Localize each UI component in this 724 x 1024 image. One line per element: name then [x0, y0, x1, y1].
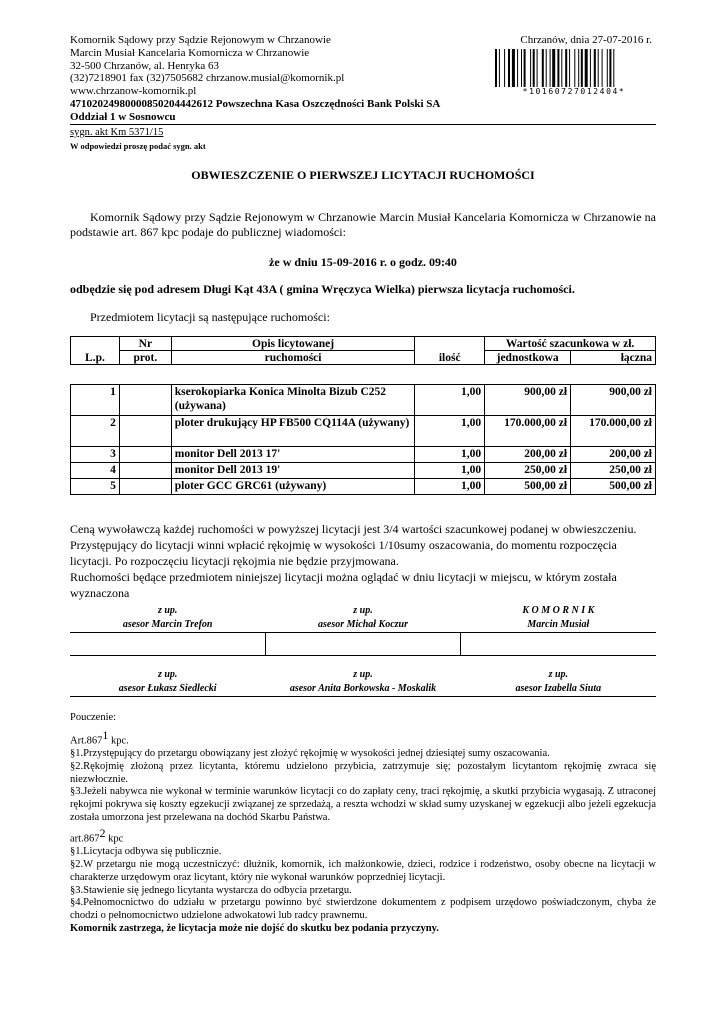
signature-role: z up. — [548, 669, 569, 680]
intro-paragraph: Komornik Sądowy przy Sądzie Rejonowym w Chrzanowie Marcin Musiał Kancelaria Komornicza w Chrzanowie na podstawie art. 867 kpc podaje do publicznej wiadomości: — [70, 210, 656, 239]
barcode-bar — [533, 49, 535, 87]
barcode-bar — [524, 49, 526, 87]
barcode-bar — [512, 49, 515, 87]
sender-header — [70, 34, 470, 124]
case-number: sygn. akt Km 5371/15 — [70, 127, 164, 138]
notice-item: §1.Licytacja odbywa się publicznie. — [70, 846, 222, 858]
barcode-bar — [594, 49, 596, 87]
cell-opis: ploter drukujący HP FB500 CQ114A (używany) — [171, 416, 415, 447]
cell-laczna: 900,00 zł — [571, 385, 656, 416]
auction-location: odbędzie się pod adresem Długi Kąt 43A ( gmina Wręczyca Wielka) pierwsza licytacja ruchomości. — [70, 282, 575, 296]
barcode-bar — [565, 49, 567, 87]
article-heading: art.867$^2$ kpc — [70, 825, 124, 845]
cell-jednostkowa: 500,00 zł — [485, 479, 571, 495]
signature-name: Marcin Musiał — [461, 618, 656, 633]
header-line: Komornik Sądowy przy Sądzie Rejonowym w Chrzanowie — [70, 34, 331, 46]
legal-notice — [70, 712, 656, 936]
signature-space — [265, 633, 460, 656]
barcode-bar — [546, 49, 547, 87]
notice-item: §2.Rękojmię złożoną przez licytanta, któremu udzielono przybicia, zatrzymuje się; pozostałym licytantom rękojmię zwraca się niezwłocznie. — [70, 760, 656, 785]
header-ilosc: ilość — [415, 337, 485, 365]
barcode-bar — [569, 49, 570, 87]
header-line: (32)7218901 fax (32)7505682 chrzanow.musial@komornik.pl — [70, 72, 345, 85]
cell-opis: kserokopiarka Konica Minolta Bizub C252 (używana) — [171, 385, 415, 416]
table-row — [71, 416, 656, 447]
signature-space — [70, 633, 265, 656]
header-nr: Nr — [119, 337, 171, 351]
header-line: Marcin Musiał Kancelaria Komornicza w Chrzanowie — [70, 46, 310, 59]
header-ruchomosci: ruchomości — [171, 351, 414, 365]
notice-item: §4.Pełnomocnictwo do udziału w przetargu powinno być stwierdzone dokumentem z podpisem urzędowo poświadczonym, chyba że chodzi o pełnomocnictwo udzielone adwokatowi lub radcy prawnemu. — [70, 897, 656, 922]
barcode-bar — [542, 49, 544, 87]
header-laczna: łączna — [571, 351, 656, 365]
auction-date: że w dniu 15-09-2016 r. o godz. 09:40 — [269, 255, 457, 269]
notice-heading: Pouczenie: — [70, 712, 117, 723]
signature-role: K O M O R N I K — [522, 605, 595, 616]
subject-line: Przedmiotem licytacji są następujące ruchomości: — [90, 310, 330, 324]
header-wartosc: Wartość szacunkowa w zł. — [485, 337, 656, 351]
table-row — [71, 463, 656, 479]
header-divider — [70, 124, 656, 125]
cell-laczna: 250,00 zł — [571, 463, 656, 479]
barcode-bar — [550, 49, 551, 87]
items-table — [70, 384, 656, 495]
barcode-bar — [574, 49, 575, 87]
barcode-bar — [552, 49, 555, 87]
notice-item: §3.Stawienie się jednego licytanta wystarcza do odbycia przetargu. — [70, 884, 352, 896]
signature-name: asesor Izabella Siuta — [461, 682, 656, 697]
barcode-bar — [590, 49, 591, 87]
cell-ilosc: 1,00 — [415, 416, 485, 447]
barcode-bar — [607, 49, 608, 87]
barcode-bar — [578, 49, 579, 87]
barcode-text: *10160727012404* — [522, 87, 626, 96]
barcode-bar — [530, 49, 531, 87]
barcode-bar — [517, 49, 518, 87]
cell-laczna: 200,00 zł — [571, 447, 656, 463]
document-date: Chrzanów, dnia 27-07-2016 r. — [520, 34, 652, 46]
condition-text: Przystępujący do licytacji winni wpłacić rękojmię w wysokości 1/10sumy oszacowania, do momentu rozpoczęcia licytacji. Po rozpoczęciu licytacji rękojmia nie będzie przyjmowana. — [70, 538, 617, 568]
cell-jednostkowa: 250,00 zł — [485, 463, 571, 479]
cell-opis: monitor Dell 2013 17' — [171, 447, 415, 463]
signature-name: asesor Łukasz Siedlecki — [70, 682, 265, 697]
cell-lp: 4 — [71, 463, 120, 479]
barcode-bar — [602, 49, 603, 87]
barcode-bar — [585, 49, 588, 87]
cell-opis: monitor Dell 2013 19' — [171, 463, 415, 479]
barcode-bar — [609, 49, 611, 87]
cell-lp: 5 — [71, 479, 120, 495]
table-row — [71, 479, 656, 495]
cell-laczna: 170.000,00 zł — [571, 416, 656, 447]
barcode-bar — [521, 49, 522, 87]
bank-branch: Oddział 1 w Sosnowcu — [70, 110, 176, 123]
signature-role: z up. — [157, 605, 178, 616]
cell-jednostkowa: 900,00 zł — [485, 385, 571, 416]
signature-name: asesor Marcin Trefon — [70, 618, 265, 633]
reply-note: W odpowiedzi proszę podać sygn. akt — [70, 141, 206, 151]
document-title: OBWIESZCZENIE O PIERWSZEJ LICYTACJI RUCHOMOŚCI — [191, 168, 535, 182]
header-jednostkowa: jednostkowa — [485, 351, 571, 365]
notice-item: §1.Przystępujący do przetargu obowiązany jest złożyć rękojmię w wysokości jednej dziesiątej sumy oszacowania. — [70, 748, 550, 760]
bank-account: 47102024980000850204442612 Powszechna Kasa Oszczędności Bank Polski SA — [70, 97, 441, 110]
final-reservation: Komornik zastrzega, że licytacja może nie dojść do skutku bez podania przyczyny. — [70, 922, 439, 934]
cell-nr — [119, 479, 171, 495]
signature-space — [461, 633, 656, 656]
header-line: 32-500 Chrzanów, al. Henryka 63 — [70, 59, 219, 72]
cell-lp: 2 — [71, 416, 120, 447]
article-heading: Art.867$^1$ kpc. — [70, 727, 129, 747]
signature-role: z up. — [157, 669, 178, 680]
auction-conditions — [70, 521, 656, 601]
signature-block — [70, 604, 656, 697]
barcode — [495, 49, 653, 87]
header-opis: Opis licytowanej — [171, 337, 414, 351]
barcode-bar — [499, 49, 500, 87]
cell-opis: ploter GCC GRC61 (używany) — [171, 479, 415, 495]
barcode-bar — [581, 49, 583, 87]
barcode-bar — [557, 49, 559, 87]
table-row — [71, 385, 656, 416]
cell-ilosc: 1,00 — [415, 463, 485, 479]
barcode-bar — [613, 49, 614, 87]
header-line: www.chrzanow-komornik.pl — [70, 85, 197, 98]
notice-item: §3.Jeżeli nabywca nie wykonał w terminie warunków licytacji co do zapłaty ceny, traci rękojmię, a skutki przybicia wygasają. Z utraconej rękojmi pokrywa się koszty egzekucji związanej ze sprzedażą, a reszta wchodzi w skład sumy uzyskanej w egzekucji albo jeżeli egzekucja została umorzona jest przelewana na dochód Skarbu Państwa. — [70, 786, 656, 824]
cell-ilosc: 1,00 — [415, 385, 485, 416]
condition-text: Ceną wywoławczą każdej ruchomości w powyższej licytacji jest 3/4 wartości szacunkowej podanej w obwieszczeniu. — [70, 522, 637, 536]
signature-name: asesor Michał Koczur — [265, 618, 460, 633]
signature-role: z up. — [353, 605, 373, 616]
barcode-bar — [561, 49, 562, 87]
barcode-bar — [508, 49, 510, 87]
cell-nr — [119, 463, 171, 479]
header-lp: L.p. — [71, 337, 120, 365]
barcode-bar — [504, 49, 505, 87]
table-row — [71, 447, 656, 463]
barcode-bar — [495, 49, 497, 87]
items-table-header — [70, 336, 656, 365]
barcode-bar — [598, 49, 599, 87]
cell-nr — [119, 416, 171, 447]
barcode-bar — [537, 49, 538, 87]
cell-lp: 1 — [71, 385, 120, 416]
header-prot: prot. — [119, 351, 171, 365]
cell-ilosc: 1,00 — [415, 479, 485, 495]
cell-jednostkowa: 170.000,00 zł — [485, 416, 571, 447]
notice-item: §2.W przetargu nie mogą uczestniczyć: dłużnik, komornik, ich małżonkowie, dzieci, rodzice i rodzeństwo, osoby obecne na licytacji w charakterze urzędowym oraz licytant, który nie wykonał warunków poprzedniej licytacji. — [70, 858, 656, 883]
cell-jednostkowa: 200,00 zł — [485, 447, 571, 463]
signature-role: z up. — [353, 669, 373, 680]
condition-text: Ruchomości będące przedmiotem niniejszej licytacji można oglądać w dniu licytacji w miejscu, w którym została wyznaczona — [70, 570, 617, 600]
signature-name: asesor Anita Borkowska - Moskalik — [265, 682, 460, 697]
cell-laczna: 500,00 zł — [571, 479, 656, 495]
cell-nr — [119, 385, 171, 416]
cell-ilosc: 1,00 — [415, 447, 485, 463]
cell-nr — [119, 447, 171, 463]
cell-lp: 3 — [71, 447, 120, 463]
